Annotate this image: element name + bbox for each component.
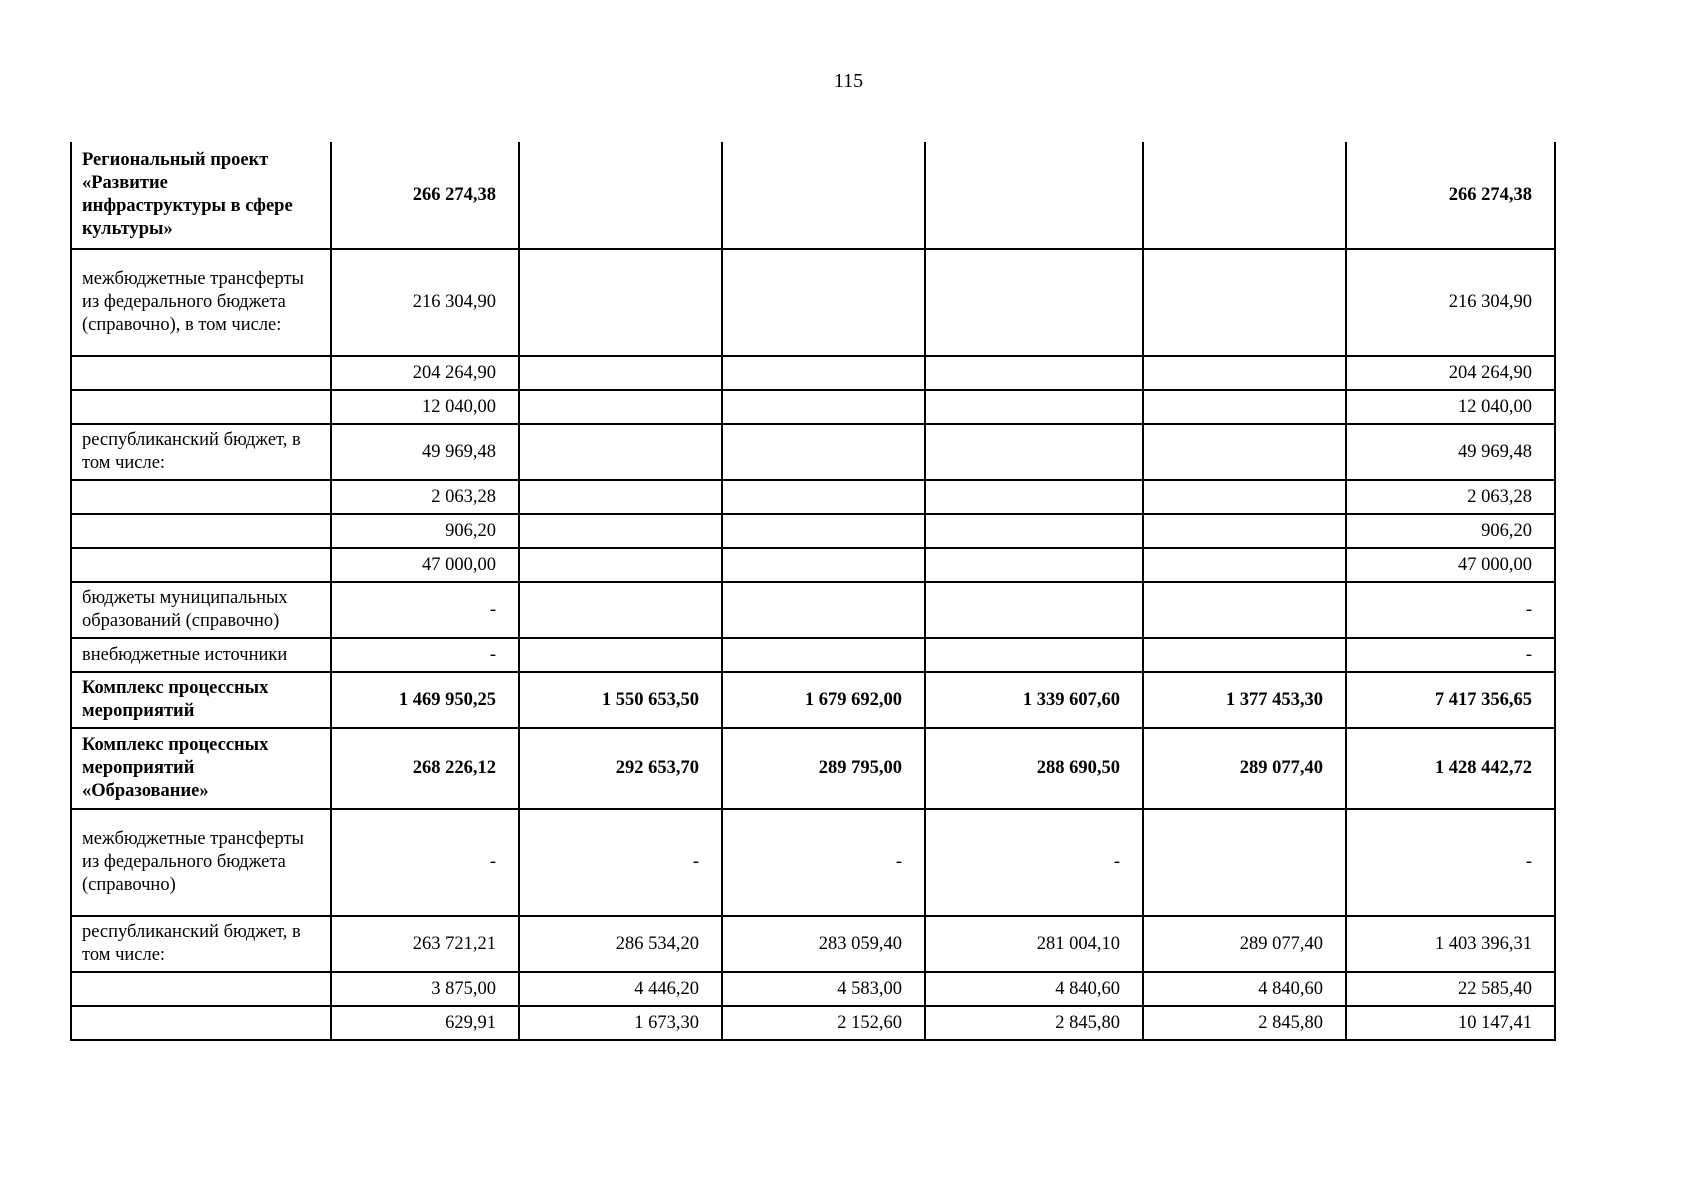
year-value-cell [925, 249, 1143, 356]
year-value-cell [1143, 582, 1346, 638]
year-value-cell: 286 534,20 [519, 916, 722, 972]
table-row [71, 249, 1555, 356]
row-label-cell: Региональный проект «Развитие инфраструктуры в сфере культуры» [71, 142, 331, 249]
year-value-cell: 906,20 [331, 514, 519, 548]
total-value-cell: 266 274,38 [1346, 142, 1555, 249]
page-number: 115 [833, 70, 864, 92]
year-value-cell [1143, 638, 1346, 672]
year-value-cell [1143, 356, 1346, 390]
year-value-cell [519, 480, 722, 514]
total-value-cell: 22 585,40 [1346, 972, 1555, 1006]
year-value-cell [722, 514, 925, 548]
row-label-cell: бюджеты муниципальных образований (справочно) [71, 582, 331, 638]
year-value-cell [722, 548, 925, 582]
year-value-cell [722, 424, 925, 480]
table-row [71, 514, 1555, 548]
total-value-cell: 204 264,90 [1346, 356, 1555, 390]
row-label-cell: межбюджетные трансферты из федерального бюджета (справочно) [71, 809, 331, 916]
year-value-cell [1143, 390, 1346, 424]
year-value-cell: - [331, 582, 519, 638]
year-value-cell [722, 480, 925, 514]
year-value-cell: 12 040,00 [331, 390, 519, 424]
year-value-cell [1143, 249, 1346, 356]
total-value-cell: - [1346, 638, 1555, 672]
total-value-cell: 12 040,00 [1346, 390, 1555, 424]
year-value-cell: - [722, 809, 925, 916]
table-row [71, 582, 1555, 638]
table-row [71, 972, 1555, 1006]
year-value-cell [722, 638, 925, 672]
year-value-cell [925, 582, 1143, 638]
total-value-cell: - [1346, 809, 1555, 916]
year-value-cell [519, 356, 722, 390]
year-value-cell: - [519, 809, 722, 916]
year-value-cell: 204 264,90 [331, 356, 519, 390]
row-label-cell [71, 480, 331, 514]
row-label-cell: внебюджетные источники [71, 638, 331, 672]
year-value-cell [925, 142, 1143, 249]
year-value-cell: 288 690,50 [925, 728, 1143, 809]
year-value-cell: 2 152,60 [722, 1006, 925, 1040]
year-value-cell: 289 795,00 [722, 728, 925, 809]
year-value-cell [519, 424, 722, 480]
year-value-cell: 3 875,00 [331, 972, 519, 1006]
year-value-cell: - [331, 809, 519, 916]
year-value-cell [722, 142, 925, 249]
table-row [71, 916, 1555, 972]
year-value-cell: 283 059,40 [722, 916, 925, 972]
year-value-cell: 4 583,00 [722, 972, 925, 1006]
year-value-cell [519, 390, 722, 424]
year-value-cell: - [331, 638, 519, 672]
year-value-cell [925, 548, 1143, 582]
year-value-cell [925, 424, 1143, 480]
row-label-cell [71, 548, 331, 582]
table-row [71, 356, 1555, 390]
year-value-cell: 4 446,20 [519, 972, 722, 1006]
total-value-cell: 2 063,28 [1346, 480, 1555, 514]
year-value-cell: 4 840,60 [925, 972, 1143, 1006]
year-value-cell: 268 226,12 [331, 728, 519, 809]
year-value-cell [925, 356, 1143, 390]
year-value-cell [519, 142, 722, 249]
row-label-cell [71, 972, 331, 1006]
table-row [71, 638, 1555, 672]
year-value-cell [519, 249, 722, 356]
row-label-cell: республиканский бюджет, в том числе: [71, 424, 331, 480]
year-value-cell: 2 063,28 [331, 480, 519, 514]
year-value-cell [1143, 142, 1346, 249]
year-value-cell [925, 638, 1143, 672]
table-row [71, 728, 1555, 809]
year-value-cell: 266 274,38 [331, 142, 519, 249]
year-value-cell [519, 638, 722, 672]
year-value-cell: 1 550 653,50 [519, 672, 722, 728]
year-value-cell [925, 480, 1143, 514]
year-value-cell [925, 514, 1143, 548]
year-value-cell [722, 582, 925, 638]
year-value-cell: 289 077,40 [1143, 916, 1346, 972]
total-value-cell: 1 428 442,72 [1346, 728, 1555, 809]
year-value-cell [1143, 514, 1346, 548]
row-label-cell [71, 514, 331, 548]
table-row [71, 1006, 1555, 1040]
total-value-cell: 10 147,41 [1346, 1006, 1555, 1040]
total-value-cell: 1 403 396,31 [1346, 916, 1555, 972]
year-value-cell: 4 840,60 [1143, 972, 1346, 1006]
year-value-cell: 281 004,10 [925, 916, 1143, 972]
table-row [71, 390, 1555, 424]
year-value-cell [722, 356, 925, 390]
table-row [71, 672, 1555, 728]
row-label-cell [71, 390, 331, 424]
year-value-cell [1143, 809, 1346, 916]
year-value-cell: 289 077,40 [1143, 728, 1346, 809]
year-value-cell: 1 469 950,25 [331, 672, 519, 728]
table-row [71, 142, 1555, 249]
year-value-cell: 629,91 [331, 1006, 519, 1040]
year-value-cell: 47 000,00 [331, 548, 519, 582]
total-value-cell: 906,20 [1346, 514, 1555, 548]
year-value-cell [1143, 480, 1346, 514]
year-value-cell: 2 845,80 [925, 1006, 1143, 1040]
year-value-cell [722, 390, 925, 424]
year-value-cell: 292 653,70 [519, 728, 722, 809]
table-row [71, 809, 1555, 916]
year-value-cell [1143, 424, 1346, 480]
total-value-cell: 7 417 356,65 [1346, 672, 1555, 728]
row-label-cell: Комплекс процессных мероприятий «Образование» [71, 728, 331, 809]
year-value-cell: 1 679 692,00 [722, 672, 925, 728]
year-value-cell: 2 845,80 [1143, 1006, 1346, 1040]
total-value-cell: 216 304,90 [1346, 249, 1555, 356]
year-value-cell [925, 390, 1143, 424]
budget-table [70, 142, 1556, 1041]
row-label-cell: Комплекс процессных мероприятий [71, 672, 331, 728]
year-value-cell: 263 721,21 [331, 916, 519, 972]
table-row [71, 480, 1555, 514]
row-label-cell: республиканский бюджет, в том числе: [71, 916, 331, 972]
year-value-cell [1143, 548, 1346, 582]
year-value-cell [519, 514, 722, 548]
year-value-cell: 1 673,30 [519, 1006, 722, 1040]
year-value-cell: 1 339 607,60 [925, 672, 1143, 728]
total-value-cell: 47 000,00 [1346, 548, 1555, 582]
total-value-cell: - [1346, 582, 1555, 638]
row-label-cell [71, 356, 331, 390]
table-row [71, 548, 1555, 582]
year-value-cell: - [925, 809, 1143, 916]
year-value-cell [519, 548, 722, 582]
year-value-cell: 1 377 453,30 [1143, 672, 1346, 728]
year-value-cell: 216 304,90 [331, 249, 519, 356]
total-value-cell: 49 969,48 [1346, 424, 1555, 480]
year-value-cell [722, 249, 925, 356]
row-label-cell: межбюджетные трансферты из федерального бюджета (справочно), в том числе: [71, 249, 331, 356]
year-value-cell [519, 582, 722, 638]
table-row [71, 424, 1555, 480]
year-value-cell: 49 969,48 [331, 424, 519, 480]
row-label-cell [71, 1006, 331, 1040]
